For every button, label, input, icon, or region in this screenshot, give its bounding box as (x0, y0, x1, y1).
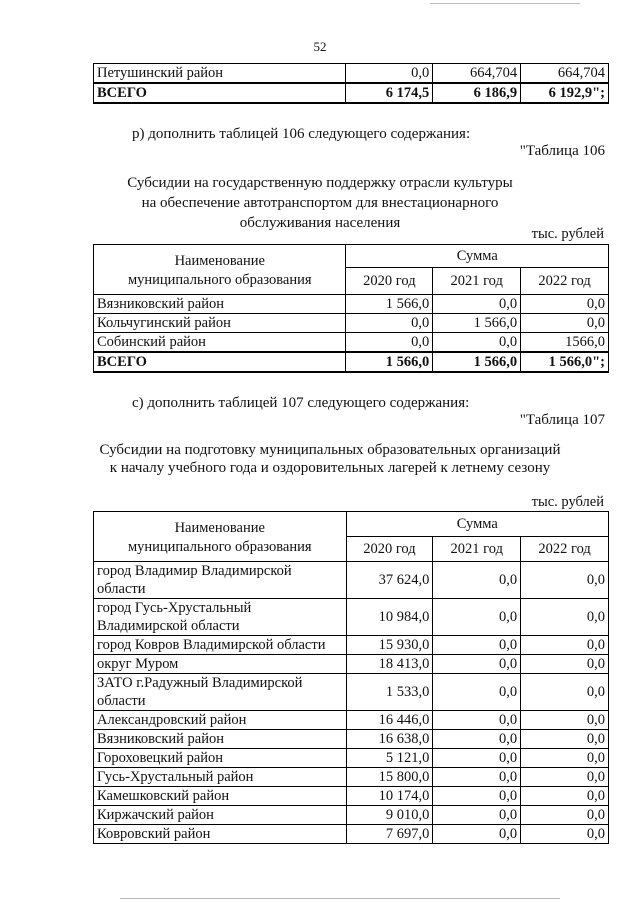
value-2022: 0,0 (521, 787, 609, 806)
value-2021: 0,0 (433, 806, 521, 825)
table-row (94, 674, 609, 711)
district-name-line1: Гусь-Хрустальный район (97, 769, 254, 785)
table-row (94, 333, 609, 353)
total-2022: 6 192,9"; (521, 83, 609, 103)
total-label: ВСЕГО (94, 83, 346, 103)
value-2021: 664,704 (433, 64, 521, 84)
value-2021: 0,0 (433, 636, 521, 655)
table-row (94, 768, 609, 787)
header-2022: 2022 год (521, 268, 609, 295)
table-106-title-2: на обеспечение автотранспортом для внестационарного (141, 195, 499, 211)
header-sum: Сумма (346, 245, 609, 268)
header-name-line1: Наименование (174, 252, 265, 269)
value-2020: 15 930,0 (346, 636, 433, 655)
table-row (94, 64, 609, 84)
value-2020: 7 697,0 (346, 825, 433, 844)
value-2021: 1 566,0 (433, 314, 521, 333)
district-name: Кольчугинский район (94, 314, 346, 333)
district-name (94, 730, 347, 749)
value-2022: 0,0 (521, 674, 609, 711)
value-2021: 0,0 (433, 295, 521, 314)
value-2021: 0,0 (433, 768, 521, 787)
header-sum: Сумма (346, 512, 608, 537)
header-name-cell (94, 245, 346, 295)
district-name (94, 655, 347, 674)
value-2022: 1566,0 (521, 333, 609, 353)
header-2021: 2021 год (433, 537, 521, 562)
value-2022: 0,0 (521, 806, 609, 825)
value-2020: 18 413,0 (346, 655, 433, 674)
units-107: тыс. рублей (531, 494, 604, 510)
table-prev (93, 63, 609, 104)
district-name-line1: город Гусь-Хрустальный (97, 600, 252, 616)
total-row (94, 352, 609, 372)
value-2020: 0,0 (346, 64, 433, 84)
value-2022: 0,0 (521, 825, 609, 844)
district-name (94, 768, 347, 787)
value-2020: 1 566,0 (346, 295, 433, 314)
district-name-line2: области (97, 581, 146, 597)
header-name-cell (94, 512, 347, 562)
district-name-line1: город Ковров Владимирской области (97, 637, 326, 653)
value-2021: 0,0 (433, 674, 521, 711)
total-2021: 1 566,0 (433, 352, 521, 372)
table-row (94, 314, 609, 333)
value-2022: 0,0 (521, 562, 609, 599)
value-2022: 664,704 (521, 64, 609, 84)
district-name-line1: город Владимир Владимирской (97, 563, 292, 579)
district-name (94, 787, 347, 806)
value-2020: 37 624,0 (346, 562, 433, 599)
value-2022: 0,0 (521, 655, 609, 674)
bottom-scan-line (120, 898, 560, 899)
district-name (94, 599, 347, 636)
table-row (94, 787, 609, 806)
table-106 (93, 244, 609, 373)
table-row (94, 825, 609, 844)
table-row (94, 599, 609, 636)
district-name (94, 749, 347, 768)
table-row (94, 730, 609, 749)
value-2021: 0,0 (433, 730, 521, 749)
units-106: тыс. рублей (531, 226, 604, 242)
district-name-line1: ЗАТО г.Радужный Владимирской (97, 675, 303, 691)
district-name-line1: округ Муром (97, 656, 179, 672)
value-2020: 10 174,0 (346, 787, 433, 806)
header-name-line2: муниципального образования (127, 271, 312, 288)
instruction-r: р) дополнить таблицей 106 следующего содержания: (132, 126, 471, 142)
value-2020: 16 638,0 (346, 730, 433, 749)
value-2021: 0,0 (433, 599, 521, 636)
table-106-title-3: обслуживания населения (239, 215, 401, 231)
table-row (94, 295, 609, 314)
value-2022: 0,0 (521, 711, 609, 730)
value-2021: 0,0 (433, 333, 521, 353)
table-row (94, 562, 609, 599)
value-2022: 0,0 (521, 768, 609, 787)
value-2020: 16 446,0 (346, 711, 433, 730)
header-2021: 2021 год (433, 268, 521, 295)
table-row (94, 749, 609, 768)
header-2020: 2020 год (346, 537, 433, 562)
total-2021: 6 186,9 (433, 83, 521, 103)
table-row (94, 636, 609, 655)
district-name: Собинский район (94, 333, 346, 353)
value-2021: 0,0 (433, 787, 521, 806)
table-107-label: "Таблица 107 (519, 412, 605, 428)
value-2022: 0,0 (521, 599, 609, 636)
district-name-line1: Киржачский район (97, 807, 214, 823)
value-2022: 0,0 (521, 295, 609, 314)
district-name (94, 636, 347, 655)
value-2020: 0,0 (346, 333, 433, 353)
table-107-title-2: к началу учебного года и оздоровительных лагерей к летнему сезону (109, 460, 551, 476)
instruction-s: с) дополнить таблицей 107 следующего содержания: (132, 395, 470, 411)
total-row (94, 83, 609, 103)
total-2020: 6 174,5 (346, 83, 433, 103)
header-2022: 2022 год (521, 537, 609, 562)
value-2020: 0,0 (346, 314, 433, 333)
value-2022: 0,0 (521, 749, 609, 768)
table-header-row (94, 245, 609, 268)
total-2022: 1 566,0"; (521, 352, 609, 372)
table-row (94, 711, 609, 730)
value-2021: 0,0 (433, 562, 521, 599)
district-name: Петушинский район (94, 64, 346, 84)
district-name (94, 711, 347, 730)
table-107-title-1: Субсидии на подготовку муниципальных образовательных организаций (99, 442, 561, 458)
header-2020: 2020 год (346, 268, 433, 295)
table-107-body (94, 562, 609, 844)
value-2022: 0,0 (521, 636, 609, 655)
value-2021: 0,0 (433, 711, 521, 730)
district-name-line1: Вязниковский район (97, 731, 224, 747)
table-row (94, 806, 609, 825)
district-name (94, 806, 347, 825)
total-label: ВСЕГО (94, 352, 346, 372)
page-number: 52 (313, 39, 327, 54)
value-2020: 5 121,0 (346, 749, 433, 768)
value-2021: 0,0 (433, 825, 521, 844)
district-name-line1: Ковровский район (97, 826, 211, 842)
value-2020: 15 800,0 (346, 768, 433, 787)
table-header-row (94, 512, 609, 537)
district-name-line1: Камешковский район (97, 788, 230, 804)
value-2020: 9 010,0 (346, 806, 433, 825)
district-name (94, 825, 347, 844)
table-106-title-1: Субсидии на государственную поддержку отрасли культуры (127, 175, 513, 191)
value-2022: 0,0 (521, 314, 609, 333)
district-name-line2: области (97, 693, 146, 709)
header-name-line1: Наименование (174, 519, 265, 536)
district-name: Вязниковский район (94, 295, 346, 314)
table-row (94, 655, 609, 674)
district-name-line1: Александровский район (97, 712, 247, 728)
value-2021: 0,0 (433, 655, 521, 674)
table-106-label: "Таблица 106 (519, 143, 605, 159)
district-name (94, 674, 347, 711)
district-name (94, 562, 347, 599)
top-scan-line (430, 3, 580, 4)
district-name-line1: Гороховецкий район (97, 750, 224, 766)
value-2020: 1 533,0 (346, 674, 433, 711)
value-2022: 0,0 (521, 730, 609, 749)
table-107 (93, 511, 609, 844)
value-2021: 0,0 (433, 749, 521, 768)
total-2020: 1 566,0 (346, 352, 433, 372)
district-name-line2: Владимирской области (97, 618, 240, 634)
value-2020: 10 984,0 (346, 599, 433, 636)
header-name-line2: муниципального образования (127, 538, 312, 555)
